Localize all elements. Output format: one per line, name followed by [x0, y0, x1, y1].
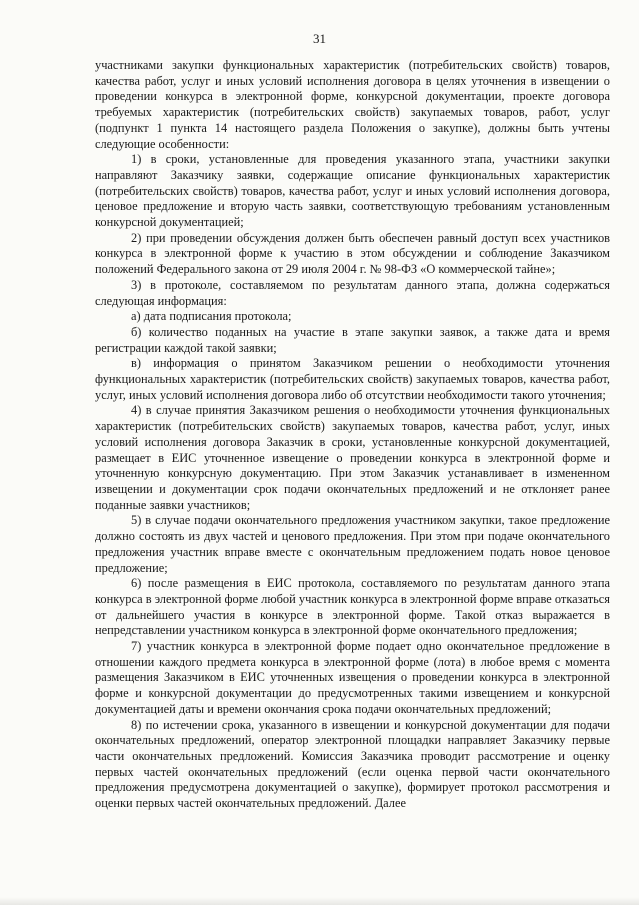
paragraph-subitem-b: б) количество поданных на участие в этапе закупки заявок, а также дата и время регистрации каждой такой заявки; [95, 324, 610, 355]
paragraph-item-3: 3) в протоколе, составляемом по результатам данного этапа, должна содержаться следующая информация: [95, 277, 610, 308]
scan-edge-shadow [0, 897, 639, 905]
paragraph-item-2: 2) при проведении обсуждения должен быть обеспечен равный доступ всех участников конкурса в электронной форме к участию в этом обсуждении и соблюдение Заказчиком положений Федерального закона от 29 июля 2004 г. № 98-ФЗ «О коммерческой тайне»; [95, 230, 610, 277]
paragraph-item-8: 8) по истечении срока, указанного в извещении и конкурсной документации для подачи окончательных предложений, оператор электронной площадки направляет Заказчику первые части окончательных предложений. Комиссия Заказчика проводит рассмотрение и оценку первых частей окончательных предложений (если оценка первой части окончательного предложения предусмотрена документацией о закупке), формирует протокол рассмотрения и оценки первых частей окончательных предложений. Далее [95, 717, 610, 811]
paragraph-subitem-v: в) информация о принятом Заказчиком решении о необходимости уточнения функциональных характеристик (потребительских свойств) закупаемых товаров, качества работ, услуг, иных условий исполнения договора либо об отсутствии необходимости такого уточнения; [95, 356, 610, 402]
paragraph-item-4: 4) в случае принятия Заказчиком решения о необходимости уточнения функциональных характеристик (потребительских свойств) закупаемых товаров, качества работ, услуг, иных условий исполнения договора Заказчик в сроки, установленные конкурсной документацией, размещает в ЕИС уточненное извещение о проведении конкурса в электронной форме и уточненную конкурсную документацию. При этом Заказчик устанавливает в измененном извещении и документации срок подачи окончательных предложений и не отклоняет ранее поданные заявки участников; [95, 403, 610, 512]
paragraph-item-5: 5) в случае подачи окончательного предложения участником закупки, такое предложение должно состоять из двух частей и ценового предложения. При этом при подаче окончательного предложения участник вправе вместе с окончательным предложением подать новое ценовое предложение; [95, 513, 610, 575]
paragraph-item-6: 6) после размещения в ЕИС протокола, составляемого по результатам данного этапа конкурса в электронной форме любой участник конкурса в электронной форме вправе отказаться от дальнейшего участия в конкурсе в электронной форме. Такой отказ выражается в непредставлении участником конкурса в электронной форме окончательного предложения; [95, 576, 610, 638]
paragraph-item-7: 7) участник конкурса в электронной форме подает одно окончательное предложение в отношении каждого предмета конкурса в электронной форме (лота) в любое время с момента размещения Заказчиком в ЕИС уточненных извещения о проведении конкурса в электронной форме и конкурсной документации до предусмотренных такими извещением и конкурсной документацией даты и времени окончания срока подачи окончательных предложений; [95, 639, 610, 716]
page-number: 31 [313, 31, 326, 46]
paragraph-subitem-a: а) дата подписания протокола; [131, 309, 292, 324]
document-body [95, 58, 610, 812]
paragraph-item-1: 1) в сроки, установленные для проведения указанного этапа, участники закупки направляют Заказчику заявки, содержащие описание функциональных характеристик (потребительских свойств) товаров, качества работ, услуг и иных условий исполнения договора, ценовое предложение и вторую часть заявки, соответствующую требованиям установленным конкурсной документацией; [95, 152, 610, 230]
paragraph-intro: участниками закупки функциональных характеристик (потребительских свойств) товаров, качества работ, услуг и иных условий исполнения договора в целях уточнения в извещении о проведении конкурса в электронной форме, конкурсной документации, проекте договора требуемых характеристик (потребительских свойств) закупаемых товаров, работ, услуг (подпункт 1 пункта 14 настоящего раздела Положения о закупке), должны быть учтены следующие особенности: [95, 58, 610, 151]
